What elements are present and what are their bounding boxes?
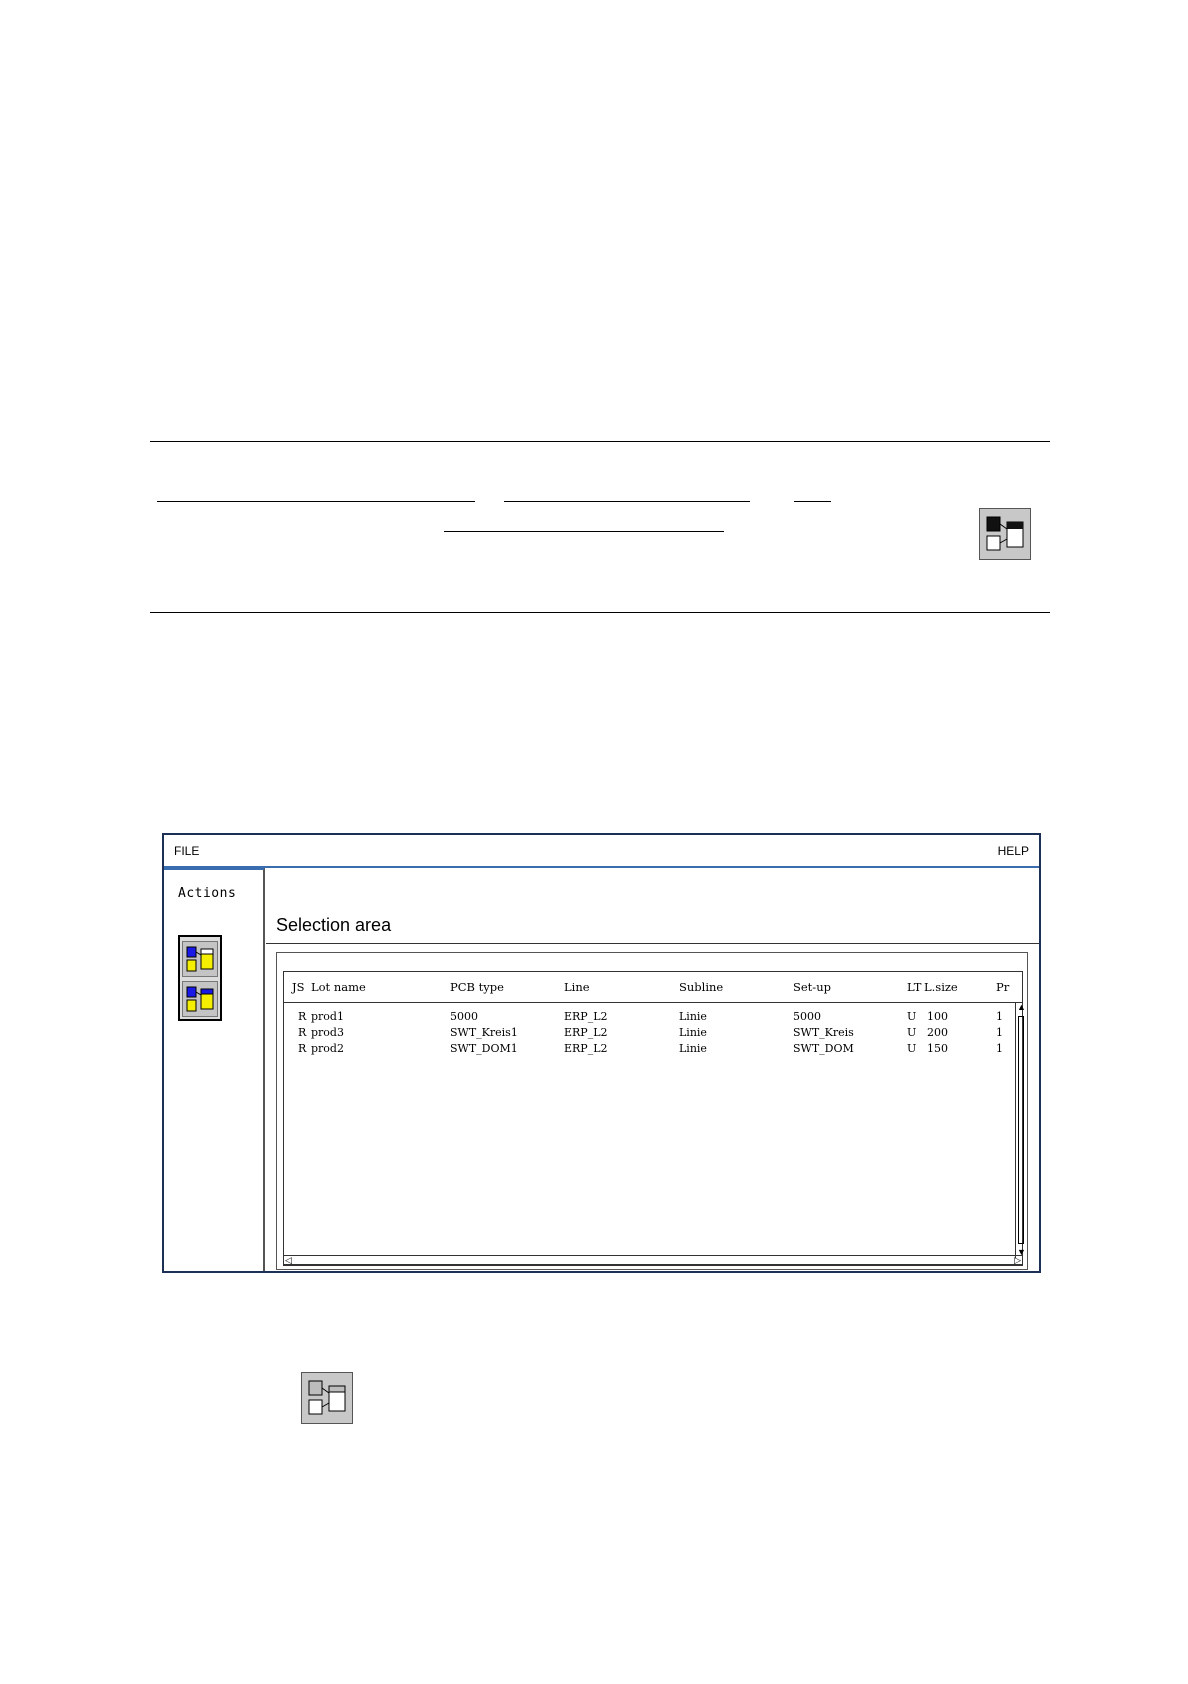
- scroll-down-icon[interactable]: ▼: [1017, 1247, 1026, 1257]
- cell-lot-size: 200: [927, 1026, 948, 1039]
- cell-lt: U: [907, 1026, 917, 1039]
- split-window-icon: [979, 508, 1031, 560]
- cell-js: R: [298, 1010, 307, 1023]
- form-field-line-3: [794, 501, 831, 502]
- cell-pr: 1: [996, 1026, 1003, 1039]
- cell-lot-name: prod1: [311, 1010, 344, 1023]
- form-bottom-rule: [150, 612, 1050, 613]
- cell-lot-size: 100: [927, 1010, 948, 1023]
- vertical-scroll-thumb[interactable]: [1018, 1016, 1024, 1244]
- col-pcb-type[interactable]: PCB type: [450, 980, 504, 994]
- cell-subline: Linie: [679, 1042, 707, 1055]
- application-window: [162, 833, 1041, 1273]
- menu-file[interactable]: FILE: [174, 844, 200, 858]
- scroll-left-icon[interactable]: ◁: [285, 1255, 292, 1265]
- table-row[interactable]: [284, 1026, 1022, 1042]
- scroll-up-icon[interactable]: ▲: [1017, 1002, 1026, 1012]
- cell-line: ERP_L2: [564, 1010, 608, 1023]
- col-setup[interactable]: Set-up: [793, 980, 831, 994]
- horizontal-scrollbar[interactable]: [283, 1255, 1023, 1266]
- cell-pcb-type: SWT_Kreis1: [450, 1026, 518, 1039]
- cell-lt: U: [907, 1042, 917, 1055]
- cell-lot-size: 150: [927, 1042, 948, 1055]
- cell-pr: 1: [996, 1042, 1003, 1055]
- col-js[interactable]: JS: [292, 980, 305, 994]
- selection-table-frame: [276, 952, 1028, 1270]
- cell-line: ERP_L2: [564, 1026, 608, 1039]
- actions-sidebar: [164, 868, 265, 1271]
- actions-title: Actions: [178, 886, 237, 901]
- cell-lot-name: prod3: [311, 1026, 344, 1039]
- cell-pr: 1: [996, 1010, 1003, 1023]
- cell-js: R: [298, 1042, 307, 1055]
- col-pr[interactable]: Pr: [996, 980, 1010, 994]
- split-yellow-icon[interactable]: [182, 941, 218, 977]
- col-subline[interactable]: Subline: [679, 980, 724, 994]
- actions-toolbar: [178, 935, 222, 1021]
- col-lot-name[interactable]: Lot name: [311, 980, 366, 994]
- form-top-rule: [150, 441, 1050, 442]
- form-field-line-2: [504, 501, 750, 502]
- table-row[interactable]: [284, 1010, 1022, 1026]
- col-lot-size[interactable]: L.size: [924, 980, 958, 994]
- form-field-line-1: [157, 501, 475, 502]
- cell-js: R: [298, 1026, 307, 1039]
- table-row[interactable]: [284, 1042, 1022, 1058]
- col-lt[interactable]: LT: [907, 980, 922, 994]
- menu-help[interactable]: HELP: [997, 844, 1029, 858]
- selection-area-divider: [266, 943, 1039, 944]
- cell-setup: 5000: [793, 1010, 821, 1023]
- cell-pcb-type: SWT_DOM1: [450, 1042, 518, 1055]
- cell-setup: SWT_Kreis: [793, 1026, 854, 1039]
- cell-lot-name: prod2: [311, 1042, 344, 1055]
- selection-table: [283, 971, 1023, 1265]
- col-line[interactable]: Line: [564, 980, 590, 994]
- menu-bar: [164, 835, 1039, 868]
- table-header: [284, 972, 1022, 1003]
- split-blue-icon[interactable]: [182, 981, 218, 1017]
- scroll-right-icon[interactable]: ▷: [1014, 1255, 1021, 1265]
- cell-pcb-type: 5000: [450, 1010, 478, 1023]
- selection-area-title: Selection area: [276, 915, 392, 935]
- cell-setup: SWT_DOM: [793, 1042, 854, 1055]
- table-body: [284, 1002, 1022, 1264]
- form-field-line-4: [444, 531, 724, 532]
- vertical-scrollbar[interactable]: [1015, 1002, 1026, 1258]
- cell-line: ERP_L2: [564, 1042, 608, 1055]
- cell-subline: Linie: [679, 1026, 707, 1039]
- cell-subline: Linie: [679, 1010, 707, 1023]
- cell-lt: U: [907, 1010, 917, 1023]
- split-window-icon: [301, 1372, 353, 1424]
